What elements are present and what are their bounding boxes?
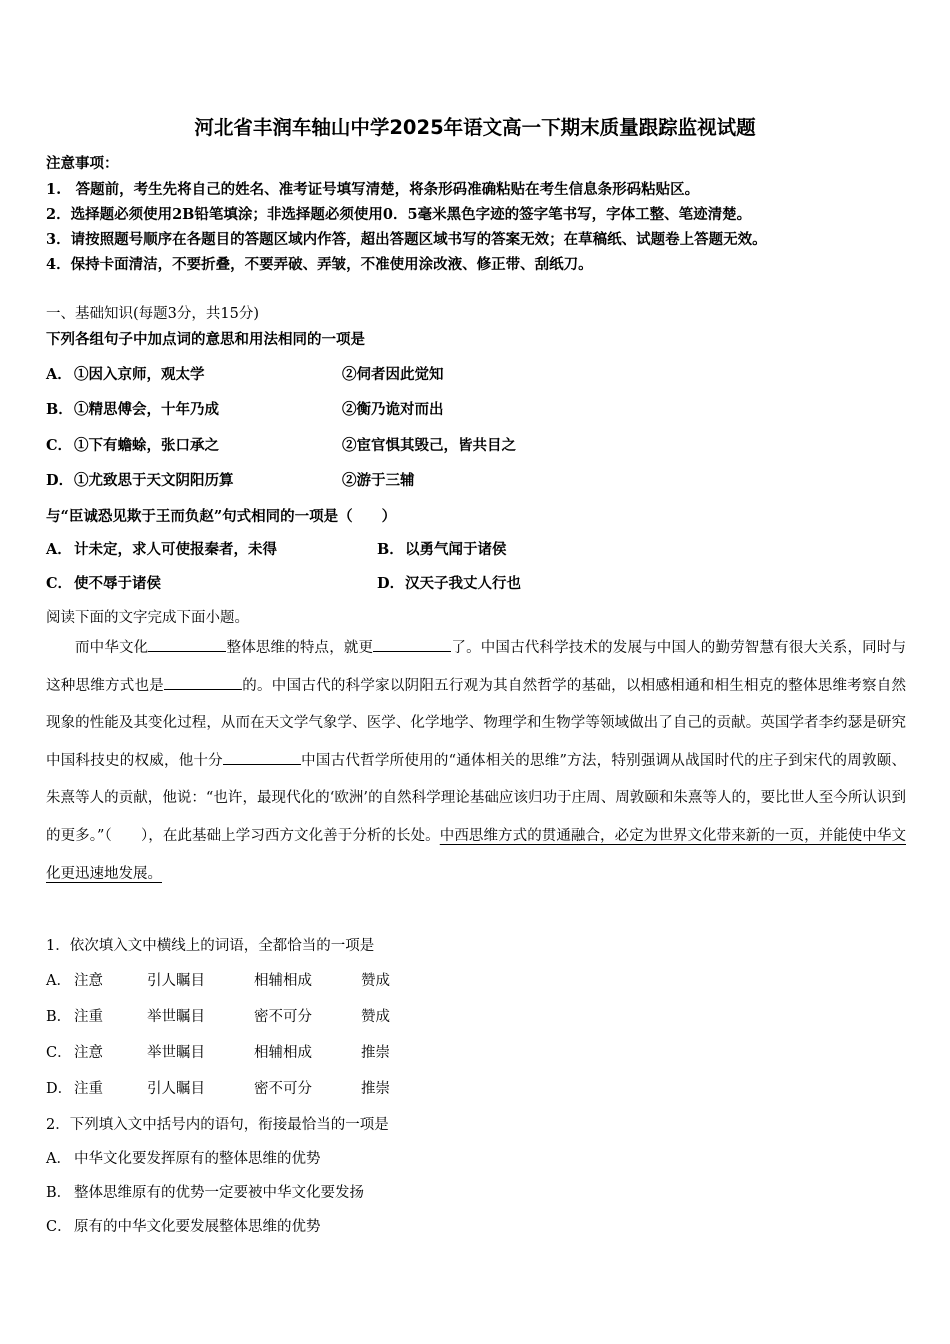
option-label: A． bbox=[46, 973, 71, 989]
option-label: D． bbox=[46, 1081, 73, 1097]
option-word: 密不可分 bbox=[254, 1009, 312, 1025]
option-word: 注意 bbox=[74, 1045, 103, 1061]
section-heading: 一、基础知识(每题3分，共15分) bbox=[46, 306, 259, 322]
question-1-stem: 下列各组句子中加点词的意思和用法相同的一项是 bbox=[46, 331, 365, 348]
option-text: 中华文化要发挥原有的整体思维的优势 bbox=[74, 1151, 321, 1167]
q1-option-a bbox=[46, 363, 205, 384]
option-word: 赞成 bbox=[361, 973, 390, 989]
q1-option-d-second: ②游于三辅 bbox=[342, 472, 415, 489]
underlined-sentence: 中西思维方式的贯通融合，必定为世界文化带来新的一页，并能使中华文化更迅速地发展。 bbox=[46, 827, 906, 882]
option-word: 相辅相成 bbox=[254, 1045, 312, 1061]
reading-q1-option-a bbox=[46, 969, 390, 990]
option-label: B． bbox=[46, 1185, 72, 1201]
option-label: C． bbox=[46, 1219, 72, 1235]
reading-q2-option-b bbox=[46, 1181, 364, 1202]
page-title: 河北省丰润车轴山中学2025年语文高一下期末质量跟踪监视试题 bbox=[194, 116, 756, 139]
option-word: 推崇 bbox=[361, 1045, 390, 1061]
reading-q1-option-c bbox=[46, 1041, 390, 1062]
q1-option-b bbox=[46, 398, 219, 419]
notice-item-3: 3．请按照题号顺序在各题目的答题区域内作答，超出答题区域书写的答案无效；在草稿纸、试题卷上答题无效。 bbox=[46, 231, 767, 248]
option-label: A． bbox=[46, 541, 72, 558]
option-word: 举世瞩目 bbox=[147, 1009, 205, 1025]
q2-option-d bbox=[377, 572, 521, 593]
option-text: ①下有蟾蜍，张口承之 bbox=[74, 437, 219, 454]
reading-q2-option-c bbox=[46, 1215, 321, 1236]
option-text: ①尤致思于天文阴阳历算 bbox=[74, 472, 234, 489]
option-word: 赞成 bbox=[361, 1009, 390, 1025]
option-word: 举世瞩目 bbox=[147, 1045, 205, 1061]
option-label: A． bbox=[46, 1151, 71, 1167]
q1-option-a-second: ②伺者因此觉知 bbox=[342, 366, 444, 383]
option-text: 使不辱于诸侯 bbox=[74, 575, 161, 592]
option-word: 密不可分 bbox=[254, 1081, 312, 1097]
option-label: C． bbox=[46, 437, 73, 454]
q2-option-a bbox=[46, 538, 277, 559]
reading-q1-option-d bbox=[46, 1077, 390, 1098]
option-text: ①精思傅会，十年乃成 bbox=[74, 401, 219, 418]
option-label: C． bbox=[46, 1045, 72, 1061]
option-word: 相辅相成 bbox=[254, 973, 312, 989]
option-text: 整体思维原有的优势一定要被中华文化要发扬 bbox=[74, 1185, 364, 1201]
q1-option-b-second: ②衡乃诡对而出 bbox=[342, 401, 444, 418]
q1-option-c-second: ②宦官惧其毁己，皆共目之 bbox=[342, 437, 516, 454]
option-label: B． bbox=[377, 541, 404, 558]
option-word: 引人瞩目 bbox=[147, 1081, 205, 1097]
notice-item-4: 4．保持卡面清洁，不要折叠，不要弄破、弄皱，不准使用涂改液、修正带、刮纸刀。 bbox=[46, 256, 593, 273]
reading-q1-stem: 1．依次填入文中横线上的词语，全都恰当的一项是 bbox=[46, 938, 375, 954]
option-word: 注意 bbox=[74, 973, 103, 989]
option-word: 注重 bbox=[74, 1009, 103, 1025]
passage-text: 的。中国古代的科学家以阴阳五行观为其自然哲学的基础，以相感相通和相生相克的整体思维考察自然现象的性能及其变化过程，从而在天文学气象学、医学、化学地学、物理学和生物学等领域做出了自己的贡献。英国学者李约瑟是研究中国科技史的权威，他十分 bbox=[46, 677, 907, 769]
q1-option-d bbox=[46, 469, 234, 490]
reading-passage bbox=[46, 630, 906, 893]
option-label: B． bbox=[46, 401, 73, 418]
option-text: 以勇气闻于诸侯 bbox=[405, 541, 507, 558]
q2-option-b bbox=[377, 538, 507, 559]
option-word: 推崇 bbox=[361, 1081, 390, 1097]
question-2-stem: 与“臣诚恐见欺于王而负赵”句式相同的一项是（ ） bbox=[46, 508, 397, 525]
option-label: D． bbox=[46, 472, 74, 489]
notice-heading: 注意事项： bbox=[46, 155, 119, 172]
passage-text: 整体思维的特点，就更 bbox=[226, 640, 374, 656]
reading-q1-option-b bbox=[46, 1005, 390, 1026]
option-word: 引人瞩目 bbox=[147, 973, 205, 989]
blank-2 bbox=[373, 637, 451, 652]
option-text: 汉天子我丈人行也 bbox=[405, 575, 521, 592]
notice-item-1: 1. 答题前，考生先将自己的姓名、准考证号填写清楚，将条形码准确粘贴在考生信息条形码粘贴区。 bbox=[46, 181, 700, 198]
blank-3 bbox=[164, 675, 242, 690]
q2-option-c bbox=[46, 572, 161, 593]
option-label: C． bbox=[46, 575, 73, 592]
option-word: 注重 bbox=[74, 1081, 103, 1097]
option-label: A． bbox=[46, 366, 72, 383]
reading-q2-option-a bbox=[46, 1147, 321, 1168]
q1-option-c bbox=[46, 434, 219, 455]
option-text: 原有的中华文化要发展整体思维的优势 bbox=[74, 1219, 321, 1235]
passage-text: 而中华文化 bbox=[75, 640, 149, 656]
passage-text: 了。中国古代科学技术的发展与中国人的勤劳智慧有很大关系，同时与这种思维方式也是 bbox=[46, 640, 907, 694]
option-text: ①因入京师，观太学 bbox=[74, 366, 205, 383]
reading-intro: 阅读下面的文字完成下面小题。 bbox=[46, 610, 249, 626]
blank-1 bbox=[148, 637, 226, 652]
reading-q2-stem: 2．下列填入文中括号内的语句，衔接最恰当的一项是 bbox=[46, 1117, 389, 1133]
option-text: 计未定，求人可使报秦者，未得 bbox=[74, 541, 277, 558]
option-label: B． bbox=[46, 1009, 72, 1025]
blank-4 bbox=[223, 750, 301, 765]
passage-text: 中国古代哲学所使用的“通体相关的思维”方法，特别强调从战国时代的庄子到宋代的周敦颐、朱熹等人的贡献，他说：“也许，最现代化的‘欧洲’的自然科学理论基础应该归功于庄周、周敦颐和朱熹等人的，要比世人至今所认识到的更多。”（ ），在此基础上学习西方文化善于分析的长处。 bbox=[46, 752, 907, 844]
option-label: D． bbox=[377, 575, 405, 592]
notice-item-2: 2．选择题必须使用2B铅笔填涂；非选择题必须使用0．5毫米黑色字迹的签字笔书写，字体工整、笔迹清楚。 bbox=[46, 206, 752, 223]
